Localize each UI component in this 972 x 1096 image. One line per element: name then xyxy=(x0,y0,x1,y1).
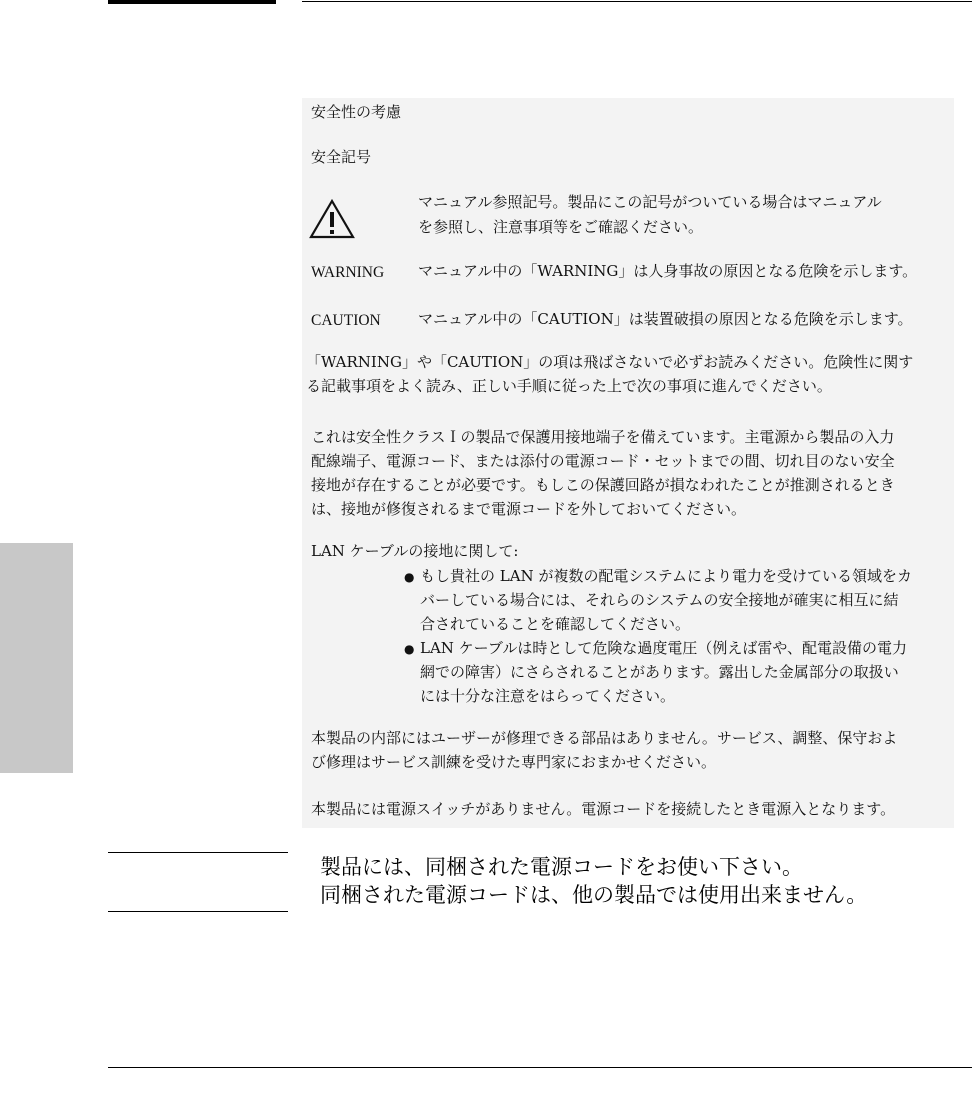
warning-triangle-icon xyxy=(308,198,356,240)
note-rule-top xyxy=(108,852,288,853)
para1-line-1: 「WARNING」や「CAUTION」の項は飛ばさないで必ずお読みください。危険性に関す xyxy=(306,353,914,371)
warning-label: WARNING xyxy=(311,264,385,281)
para1-line-2: る記載事項をよく読み、正しい手順に従った上で次の事項に進んでください。 xyxy=(306,377,832,395)
lan-bullet2-line-1: LAN ケーブルは時として危険な過度電圧（例えば雷や、配電設備の電力 xyxy=(420,639,908,657)
lan-heading: LAN ケーブルの接地に関して: xyxy=(311,542,519,560)
bullet-dot: ● xyxy=(404,570,415,584)
header-rule-thin xyxy=(302,1,972,2)
lan-bullet2-line-3: には十分な注意をはらってください。 xyxy=(420,687,676,705)
note-line-1: 製品には、同梱された電源コードをお使い下さい。 xyxy=(320,855,803,879)
bullet-dot: ● xyxy=(404,642,415,656)
symbol-text-line-2: を参照し、注意事項等をご確認ください。 xyxy=(418,218,704,236)
lan-bullet1-line-1: もし貴社の LAN が複数の配電システムにより電力を受けている領域をカ xyxy=(420,567,912,585)
note-line-2: 同梱された電源コードは、他の製品では使用出来ません。 xyxy=(320,883,868,907)
caution-text: マニュアル中の「CAUTION」は装置破損の原因となる危険を示します。 xyxy=(418,310,913,328)
para2-line-1: これは安全性クラスＩの製品で保護用接地端子を備えています。主電源から製品の入力 xyxy=(311,428,895,446)
section-subtitle: 安全記号 xyxy=(311,148,372,166)
symbol-text-line-1: マニュアル参照記号。製品にこの記号がついている場合はマニュアル xyxy=(418,193,882,211)
caution-label: CAUTION xyxy=(311,312,381,329)
para3-line-2: び修理はサービス訓練を受けた専門家におまかせください。 xyxy=(311,753,717,771)
para2-line-4: は、接地が修復されるまで電源コードを外しておいてください。 xyxy=(311,500,747,518)
para4: 本製品には電源スイッチがありません。電源コードを接続したとき電源入となります。 xyxy=(311,800,896,818)
lan-bullet1-line-2: バーしている場合には、それらのシステムの安全接地が確実に相互に結 xyxy=(420,591,899,609)
warning-text: マニュアル中の「WARNING」は人身事故の原因となる危険を示します。 xyxy=(418,262,918,280)
footer-rule xyxy=(108,1067,972,1068)
lan-bullet1-line-3: 合されていることを確認してください。 xyxy=(420,615,691,633)
chapter-tab xyxy=(0,543,73,773)
note-rule-bottom xyxy=(108,911,288,912)
para3-line-1: 本製品の内部にはユーザーが修理できる部品はありません。サービス、調整、保守およ xyxy=(311,729,898,747)
header-rule-thick xyxy=(108,0,276,4)
section-title: 安全性の考慮 xyxy=(311,103,402,121)
para2-line-2: 配線端子、電源コード、または添付の電源コード・セットまでの間、切れ目のない安全 xyxy=(311,452,895,470)
para2-line-3: 接地が存在することが必要です。もしこの保護回路が損なわれたことが推測されるとき xyxy=(311,476,895,494)
lan-bullet2-line-2: 網での障害）にさらされることがあります。露出した金属部分の取扱い xyxy=(420,663,899,681)
